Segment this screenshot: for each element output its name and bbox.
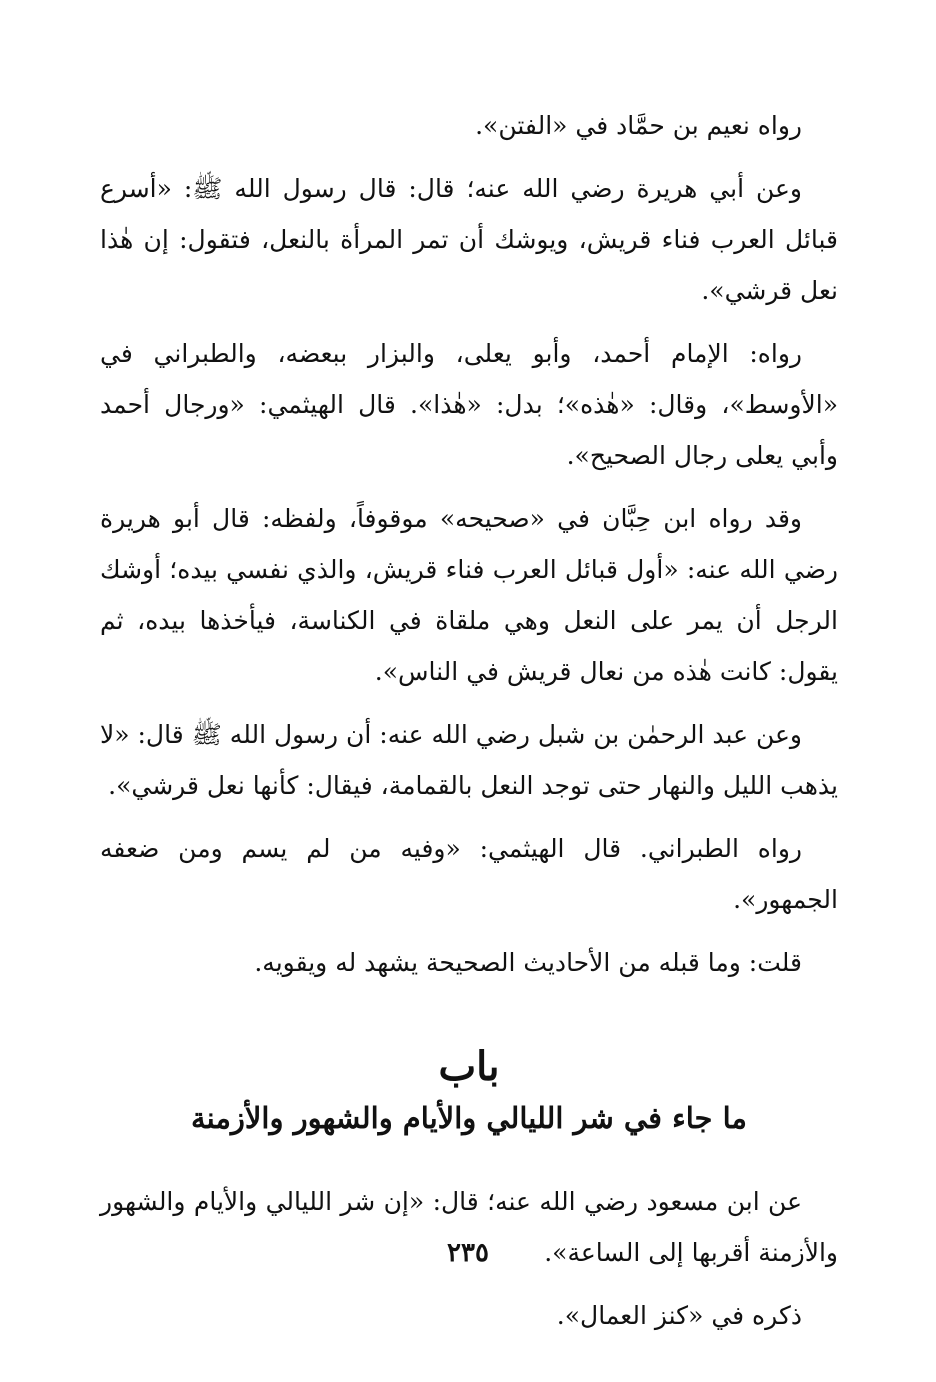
paragraph-author-note: قلت: وما قبله من الأحاديث الصحيحة يشهد له ويقويه. <box>254 948 802 977</box>
chapter-word: باب <box>438 1043 500 1090</box>
page-number: ٢٣٥ <box>447 1238 489 1268</box>
paragraph-abdurrahman-hadith: وعن عبد الرحمٰن بن شبل رضي الله عنه: أن رسول الله ﷺ قال: «لا يذهب الليل والنهار حتى توجد النعل بالقمامة، فيقال: كأنها نعل قرشي». <box>100 720 838 800</box>
paragraph-abu-hurayra-hadith: وعن أبي هريرة رضي الله عنه؛ قال: قال رسول الله ﷺ: «أسرع قبائل العرب فناء قريش، ويوشك أن تمر المرأة بالنعل، فتقول: إن هٰذا نعل قرشي». <box>100 174 838 305</box>
chapter-title: ما جاء في شر الليالي والأيام والشهور والأزمنة <box>191 1101 747 1135</box>
paragraph-ibn-hibban-narration: وقد رواه ابن حِبَّان في «صحيحه» موقوفاً، ولفظه: قال أبو هريرة رضي الله عنه: «أول قبائل العرب فناء قريش، والذي نفسي بيده؛ أوشك الرجل أن يمر على النعل وهي ملقاة في الكناسة، فيأخذها بيده، ثم يقول: كانت هٰذه من نعال قريش في الناس». <box>100 504 838 686</box>
paragraph-tabarani-citation: رواه الطبراني. قال الهيثمي: «وفيه من لم يسم ومن ضعفه الجمهور». <box>100 834 838 914</box>
paragraph-nuaym-citation: رواه نعيم بن حمَّاد في «الفتن». <box>475 111 802 140</box>
chapter-heading <box>100 1042 838 1140</box>
page-body <box>100 100 838 1353</box>
paragraph-kanz-citation: ذكره في «كنز العمال». <box>556 1301 802 1330</box>
paragraph-ibn-masud-hadith: عن ابن مسعود رضي الله عنه؛ قال: «إن شر الليالي والأيام والشهور والأزمنة أقربها إلى الساعة». <box>100 1187 838 1267</box>
paragraph-ahmad-citation: رواه: الإمام أحمد، وأبو يعلى، والبزار ببعضه، والطبراني في «الأوسط»، وقال: «هٰذه»؛ بدل: «هٰذا». قال الهيثمي: «ورجال أحمد وأبي يعلى رجال الصحيح». <box>100 339 838 470</box>
